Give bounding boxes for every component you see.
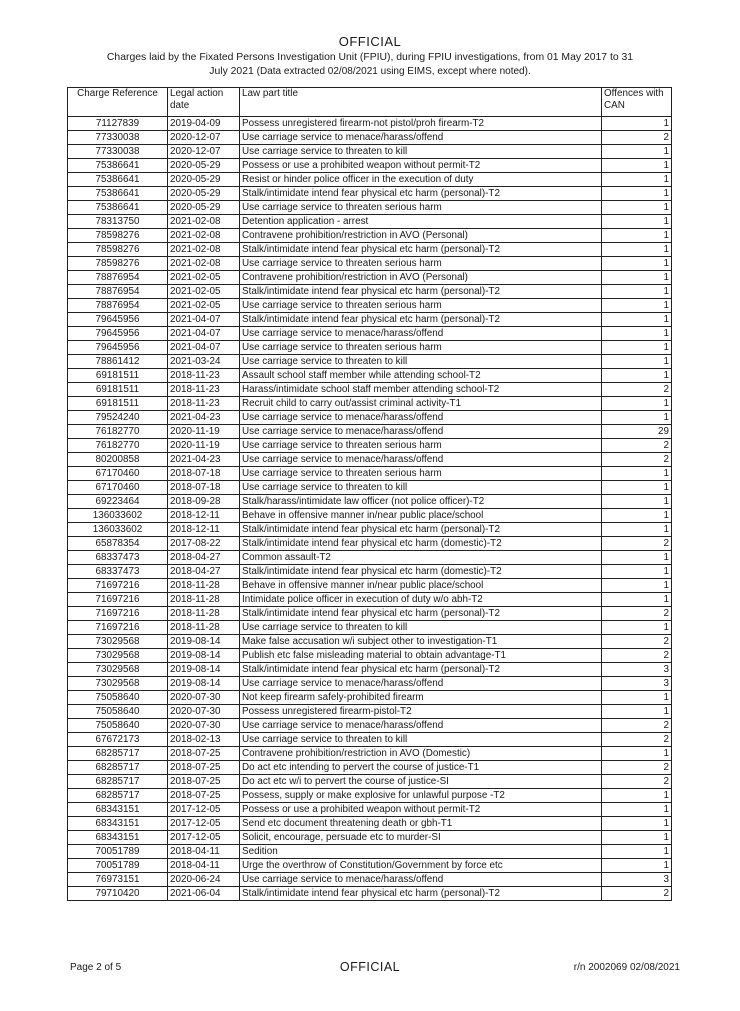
table-row [68,467,672,481]
charge-reference-cell: 75386641 [68,159,168,173]
law-part-title-cell: Possess unregistered firearm-not pistol/proh firearm-T2 [240,117,602,131]
law-part-title-cell: Use carriage service to threaten serious harm [240,467,602,481]
law-part-title-cell: Behave in offensive manner in/near public place/school [240,579,602,593]
legal-action-date-cell: 2018-11-23 [168,369,240,383]
table-row [68,887,672,901]
table-row [68,439,672,453]
legal-action-date-cell: 2018-11-28 [168,607,240,621]
table-row [68,299,672,313]
charge-reference-cell: 75058640 [68,691,168,705]
law-part-title-cell: Use carriage service to threaten to kill [240,621,602,635]
table-row [68,537,672,551]
law-part-title-cell: Common assault-T2 [240,551,602,565]
law-part-title-cell: Use carriage service to threaten serious harm [240,257,602,271]
table-row [68,663,672,677]
offences-count-cell: 1 [602,159,672,173]
table-row [68,523,672,537]
legal-action-date-cell: 2021-02-05 [168,285,240,299]
legal-action-date-cell: 2018-11-23 [168,397,240,411]
law-part-title-cell: Publish etc false misleading material to obtain advantage-T1 [240,649,602,663]
law-part-title-cell: Stalk/intimidate intend fear physical etc harm (personal)-T2 [240,887,602,901]
table-body [68,117,672,901]
law-part-title-cell: Detention application - arrest [240,215,602,229]
legal-action-date-cell: 2021-02-05 [168,299,240,313]
legal-action-date-cell: 2018-07-18 [168,467,240,481]
law-part-title-cell: Possess, supply or make explosive for unlawful purpose -T2 [240,789,602,803]
offences-count-cell: 2 [602,439,672,453]
charge-reference-cell: 70051789 [68,859,168,873]
offences-count-cell: 1 [602,215,672,229]
offences-count-cell: 1 [602,327,672,341]
law-part-title-cell: Stalk/intimidate intend fear physical etc harm (personal)-T2 [240,663,602,677]
legal-action-date-cell: 2018-04-27 [168,551,240,565]
offences-count-cell: 2 [602,887,672,901]
offences-count-cell: 2 [602,719,672,733]
legal-action-date-cell: 2018-11-28 [168,621,240,635]
charge-reference-cell: 67672173 [68,733,168,747]
table-row [68,677,672,691]
offences-count-cell: 2 [602,131,672,145]
law-part-title-cell: Use carriage service to threaten to kill [240,733,602,747]
legal-action-date-cell: 2018-04-11 [168,859,240,873]
charge-reference-cell: 68285717 [68,761,168,775]
offences-count-cell: 1 [602,495,672,509]
charge-reference-cell: 78876954 [68,285,168,299]
table-row [68,593,672,607]
legal-action-date-cell: 2021-02-08 [168,243,240,257]
charge-reference-cell: 75058640 [68,719,168,733]
offences-count-cell: 2 [602,733,672,747]
table-row [68,159,672,173]
document-title [62,51,678,78]
charge-reference-cell: 65878354 [68,537,168,551]
charge-reference-cell: 75386641 [68,173,168,187]
law-part-title-cell: Use carriage service to menace/harass/offend [240,411,602,425]
law-part-title-cell: Solicit, encourage, persuade etc to murder-SI [240,831,602,845]
law-part-title-cell: Use carriage service to menace/harass/offend [240,719,602,733]
charge-reference-cell: 79645956 [68,327,168,341]
offences-count-cell: 1 [602,229,672,243]
legal-action-date-cell: 2021-04-07 [168,313,240,327]
offences-count-cell: 1 [602,621,672,635]
table-row [68,327,672,341]
table-row [68,453,672,467]
offences-count-cell: 1 [602,593,672,607]
legal-action-date-cell: 2021-04-23 [168,453,240,467]
offences-count-cell: 1 [602,145,672,159]
law-part-title-cell: Contravene prohibition/restriction in AVO (Personal) [240,271,602,285]
table-row [68,845,672,859]
legal-action-date-cell: 2018-12-11 [168,523,240,537]
charge-reference-cell: 73029568 [68,677,168,691]
table-row [68,481,672,495]
legal-action-date-cell: 2019-08-14 [168,663,240,677]
law-part-title-cell: Possess or use a prohibited weapon without permit-T2 [240,803,602,817]
column-header-legal-action-date: Legal action date [168,88,240,117]
legal-action-date-cell: 2020-05-29 [168,173,240,187]
table-row [68,733,672,747]
legal-action-date-cell: 2020-11-19 [168,439,240,453]
table-row [68,803,672,817]
law-part-title-cell: Not keep firearm safely-prohibited firearm [240,691,602,705]
legal-action-date-cell: 2021-04-07 [168,327,240,341]
offences-count-cell: 1 [602,187,672,201]
legal-action-date-cell: 2018-07-25 [168,747,240,761]
law-part-title-cell: Possess or use a prohibited weapon without permit-T2 [240,159,602,173]
table-row [68,397,672,411]
table-row [68,313,672,327]
legal-action-date-cell: 2017-08-22 [168,537,240,551]
table-row [68,411,672,425]
charge-reference-cell: 68285717 [68,747,168,761]
charge-reference-cell: 73029568 [68,663,168,677]
law-part-title-cell: Stalk/harass/intimidate law officer (not police officer)-T2 [240,495,602,509]
charge-reference-cell: 68337473 [68,565,168,579]
column-header-law-part-title: Law part title [240,88,602,117]
table-row [68,817,672,831]
offences-count-cell: 1 [602,859,672,873]
table-row [68,789,672,803]
offences-count-cell: 3 [602,677,672,691]
legal-action-date-cell: 2018-11-28 [168,593,240,607]
law-part-title-cell: Stalk/intimidate intend fear physical etc harm (personal)-T2 [240,187,602,201]
charge-reference-cell: 76973151 [68,873,168,887]
table-row [68,131,672,145]
charge-reference-cell: 68285717 [68,775,168,789]
charge-reference-cell: 68285717 [68,789,168,803]
offences-count-cell: 1 [602,817,672,831]
law-part-title-cell: Send etc document threatening death or gbh-T1 [240,817,602,831]
classification-footer: OFFICIAL [339,960,401,974]
title-line-2: July 2021 [209,65,254,77]
legal-action-date-cell: 2020-05-29 [168,159,240,173]
offences-count-cell: 1 [602,173,672,187]
law-part-title-cell: Use carriage service to threaten serious harm [240,439,602,453]
legal-action-date-cell: 2018-07-25 [168,761,240,775]
offences-count-cell: 1 [602,565,672,579]
offences-count-cell: 1 [602,201,672,215]
offences-count-cell: 1 [602,257,672,271]
charge-reference-cell: 69181511 [68,369,168,383]
charge-reference-cell: 79710420 [68,887,168,901]
classification-header: OFFICIAL [338,34,402,49]
offences-count-cell: 1 [602,831,672,845]
offences-count-cell: 1 [602,705,672,719]
title-line-1: Charges laid by the Fixated Persons Investigation Unit (FPIU), during FPIU investigations, from 01 May 2017 to 31 [106,52,634,63]
law-part-title-cell: Stalk/intimidate intend fear physical etc harm (personal)-T2 [240,285,602,299]
charge-reference-cell: 79524240 [68,411,168,425]
table-row [68,747,672,761]
law-part-title-cell: Use carriage service to threaten serious harm [240,201,602,215]
legal-action-date-cell: 2020-07-30 [168,691,240,705]
offences-count-cell: 1 [602,243,672,257]
law-part-title-cell: Use carriage service to threaten serious harm [240,341,602,355]
legal-action-date-cell: 2021-04-07 [168,341,240,355]
table-row [68,187,672,201]
offences-count-cell: 1 [602,355,672,369]
law-part-title-cell: Do act etc w/i to pervert the course of justice-SI [240,775,602,789]
offences-count-cell: 1 [602,369,672,383]
legal-action-date-cell: 2020-07-30 [168,705,240,719]
offences-count-cell: 1 [602,509,672,523]
legal-action-date-cell: 2020-12-07 [168,131,240,145]
law-part-title-cell: Stalk/intimidate intend fear physical etc harm (personal)-T2 [240,523,602,537]
law-part-title-cell: Harass/intimidate school staff member attending school-T2 [240,383,602,397]
offences-count-cell: 2 [602,761,672,775]
table-row [68,859,672,873]
table-row [68,565,672,579]
law-part-title-cell: Use carriage service to threaten to kill [240,145,602,159]
law-part-title-cell: Intimidate police officer in execution of duty w/o abh-T2 [240,593,602,607]
offences-count-cell: 2 [602,775,672,789]
charge-reference-cell: 69181511 [68,397,168,411]
offences-count-cell: 2 [602,537,672,551]
offences-count-cell: 2 [602,453,672,467]
legal-action-date-cell: 2018-11-23 [168,383,240,397]
law-part-title-cell: Stalk/intimidate intend fear physical etc harm (domestic)-T2 [240,565,602,579]
law-part-title-cell: Use carriage service to menace/harass/offend [240,327,602,341]
legal-action-date-cell: 2018-11-28 [168,579,240,593]
legal-action-date-cell: 2020-06-24 [168,873,240,887]
law-part-title-cell: Stalk/intimidate intend fear physical etc harm (domestic)-T2 [240,537,602,551]
offences-count-cell: 1 [602,579,672,593]
charge-reference-cell: 69181511 [68,383,168,397]
offences-count-cell: 1 [602,803,672,817]
charge-reference-cell: 77330038 [68,145,168,159]
law-part-title-cell: Recruit child to carry out/assist criminal activity-T1 [240,397,602,411]
offences-count-cell: 1 [602,691,672,705]
offences-count-cell: 1 [602,271,672,285]
legal-action-date-cell: 2017-12-05 [168,831,240,845]
table-row [68,705,672,719]
legal-action-date-cell: 2020-05-29 [168,187,240,201]
charge-reference-cell: 70051789 [68,845,168,859]
table-row [68,719,672,733]
table-row [68,271,672,285]
legal-action-date-cell: 2021-02-05 [168,271,240,285]
charge-reference-cell: 68337473 [68,551,168,565]
charge-reference-cell: 68343151 [68,803,168,817]
table-row [68,341,672,355]
law-part-title-cell: Urge the overthrow of Constitution/Government by force etc [240,859,602,873]
offences-count-cell: 1 [602,341,672,355]
law-part-title-cell: Use carriage service to menace/harass/offend [240,677,602,691]
legal-action-date-cell: 2019-08-14 [168,649,240,663]
charge-reference-cell: 78598276 [68,257,168,271]
table-row [68,691,672,705]
table-header-row [68,88,672,117]
table-row [68,873,672,887]
charge-reference-cell: 78876954 [68,271,168,285]
charge-reference-cell: 78598276 [68,229,168,243]
charge-reference-cell: 71697216 [68,621,168,635]
charge-reference-cell: 78861412 [68,355,168,369]
legal-action-date-cell: 2018-07-25 [168,789,240,803]
table-row [68,607,672,621]
charge-reference-cell: 67170460 [68,481,168,495]
charge-reference-cell: 136033602 [68,509,168,523]
legal-action-date-cell: 2018-07-18 [168,481,240,495]
title-note: (Data extracted 02/08/2021 using EIMS, except where noted). [256,65,531,77]
table-row [68,383,672,397]
offences-count-cell: 1 [602,789,672,803]
law-part-title-cell: Use carriage service to menace/harass/offend [240,453,602,467]
legal-action-date-cell: 2021-02-08 [168,257,240,271]
charge-reference-cell: 68343151 [68,817,168,831]
offences-count-cell: 1 [602,285,672,299]
charges-table [67,87,672,901]
charge-reference-cell: 73029568 [68,635,168,649]
charge-reference-cell: 75386641 [68,201,168,215]
charge-reference-cell: 71697216 [68,593,168,607]
offences-count-cell: 1 [602,467,672,481]
legal-action-date-cell: 2019-08-14 [168,635,240,649]
table-row [68,551,672,565]
table-row [68,369,672,383]
offences-count-cell: 1 [602,551,672,565]
charge-reference-cell: 75058640 [68,705,168,719]
charge-reference-cell: 78598276 [68,243,168,257]
offences-count-cell: 1 [602,411,672,425]
table-row [68,173,672,187]
law-part-title-cell: Possess unregistered firearm-pistol-T2 [240,705,602,719]
table-row [68,243,672,257]
legal-action-date-cell: 2021-02-08 [168,215,240,229]
law-part-title-cell: Stalk/intimidate intend fear physical etc harm (personal)-T2 [240,313,602,327]
law-part-title-cell: Do act etc intending to pervert the course of justice-T1 [240,761,602,775]
law-part-title-cell: Use carriage service to menace/harass/offend [240,131,602,145]
offences-count-cell: 1 [602,299,672,313]
offences-count-cell: 2 [602,383,672,397]
legal-action-date-cell: 2020-05-29 [168,201,240,215]
table-row [68,495,672,509]
law-part-title-cell: Make false accusation w/i subject other to investigation-T1 [240,635,602,649]
legal-action-date-cell: 2021-03-24 [168,355,240,369]
offences-count-cell: 3 [602,873,672,887]
legal-action-date-cell: 2017-12-05 [168,817,240,831]
table-row [68,145,672,159]
table-row [68,775,672,789]
charge-reference-cell: 80200858 [68,453,168,467]
offences-count-cell: 1 [602,397,672,411]
charge-reference-cell: 79645956 [68,313,168,327]
table-row [68,257,672,271]
charge-reference-cell: 71127839 [68,117,168,131]
table-row [68,621,672,635]
table-row [68,635,672,649]
offences-count-cell: 2 [602,635,672,649]
legal-action-date-cell: 2018-04-11 [168,845,240,859]
legal-action-date-cell: 2021-02-08 [168,229,240,243]
table-row [68,761,672,775]
offences-count-cell: 1 [602,523,672,537]
offences-count-cell: 1 [602,117,672,131]
table-row [68,229,672,243]
table-row [68,509,672,523]
table-row [68,649,672,663]
charge-reference-cell: 71697216 [68,579,168,593]
legal-action-date-cell: 2017-12-05 [168,803,240,817]
law-part-title-cell: Use carriage service to threaten to kill [240,481,602,495]
offences-count-cell: 1 [602,313,672,327]
legal-action-date-cell: 2021-06-04 [168,887,240,901]
offences-count-cell: 1 [602,747,672,761]
column-header-charge-reference: Charge Reference [68,88,168,117]
charge-reference-cell: 69223464 [68,495,168,509]
charge-reference-cell: 77330038 [68,131,168,145]
table-row [68,831,672,845]
charge-reference-cell: 136033602 [68,523,168,537]
law-part-title-cell: Sedition [240,845,602,859]
table-row [68,285,672,299]
legal-action-date-cell: 2018-04-27 [168,565,240,579]
charge-reference-cell: 68343151 [68,831,168,845]
charge-reference-cell: 71697216 [68,607,168,621]
table-row [68,215,672,229]
legal-action-date-cell: 2018-09-28 [168,495,240,509]
law-part-title-cell: Use carriage service to menace/harass/offend [240,873,602,887]
legal-action-date-cell: 2019-08-14 [168,677,240,691]
table-row [68,579,672,593]
page-number: Page 2 of 5 [70,962,122,973]
charge-reference-cell: 76182770 [68,425,168,439]
reference-number: r/n 2002069 02/08/2021 [573,962,680,973]
column-header-offences-with-can: Offences with CAN [602,88,672,117]
legal-action-date-cell: 2020-07-30 [168,719,240,733]
legal-action-date-cell: 2018-02-13 [168,733,240,747]
law-part-title-cell: Use carriage service to menace/harass/offend [240,425,602,439]
law-part-title-cell: Stalk/intimidate intend fear physical etc harm (personal)-T2 [240,607,602,621]
law-part-title-cell: Contravene prohibition/restriction in AVO (Domestic) [240,747,602,761]
offences-count-cell: 29 [602,425,672,439]
legal-action-date-cell: 2019-04-09 [168,117,240,131]
law-part-title-cell: Assault school staff member while attending school-T2 [240,369,602,383]
table-row [68,201,672,215]
law-part-title-cell: Stalk/intimidate intend fear physical etc harm (personal)-T2 [240,243,602,257]
offences-count-cell: 2 [602,607,672,621]
legal-action-date-cell: 2018-07-25 [168,775,240,789]
table-row [68,117,672,131]
charge-reference-cell: 79645956 [68,341,168,355]
legal-action-date-cell: 2021-04-23 [168,411,240,425]
table-row [68,425,672,439]
law-part-title-cell: Use carriage service to threaten serious harm [240,299,602,313]
charge-reference-cell: 76182770 [68,439,168,453]
offences-count-cell: 1 [602,481,672,495]
legal-action-date-cell: 2020-12-07 [168,145,240,159]
charge-reference-cell: 78313750 [68,215,168,229]
offences-count-cell: 1 [602,845,672,859]
charge-reference-cell: 73029568 [68,649,168,663]
law-part-title-cell: Resist or hinder police officer in the execution of duty [240,173,602,187]
legal-action-date-cell: 2020-11-19 [168,425,240,439]
offences-count-cell: 3 [602,663,672,677]
law-part-title-cell: Behave in offensive manner in/near public place/school [240,509,602,523]
law-part-title-cell: Contravene prohibition/restriction in AVO (Personal) [240,229,602,243]
legal-action-date-cell: 2018-12-11 [168,509,240,523]
table-row [68,355,672,369]
law-part-title-cell: Use carriage service to threaten to kill [240,355,602,369]
charge-reference-cell: 67170460 [68,467,168,481]
charge-reference-cell: 75386641 [68,187,168,201]
offences-count-cell: 2 [602,649,672,663]
charge-reference-cell: 78876954 [68,299,168,313]
